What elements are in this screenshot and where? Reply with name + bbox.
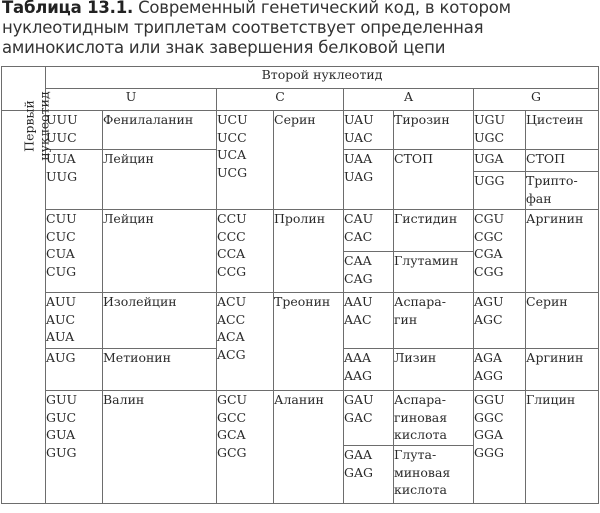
amino-acid-cell: Лизин [394, 349, 474, 391]
codon-cell [46, 391, 103, 504]
codon-cell [344, 150, 394, 210]
codon-cell [344, 210, 394, 252]
cell-line: UUC [46, 129, 77, 145]
cell-line: CCG [217, 264, 247, 280]
codon-cell [474, 391, 526, 504]
amino-acid-cell: Фенилаланин [103, 111, 217, 150]
cell-line: CGA [474, 246, 503, 262]
amino-acid-cell: Серин [526, 293, 599, 349]
amino-acid-cell [526, 172, 599, 210]
cell-line: CUC [46, 228, 76, 244]
codon-cell: AUG [46, 349, 103, 391]
amino-acid-cell: СТОП [394, 150, 474, 210]
amino-acid-cell: Валин [103, 391, 217, 504]
amino-acid-cell: СТОП [526, 150, 599, 172]
codon-cell [474, 349, 526, 391]
amino-acid-cell: Аргинин [526, 349, 599, 391]
cell-line: GGA [474, 427, 503, 443]
amino-acid-cell: Пролин [274, 210, 344, 293]
cell-line: GGU [474, 392, 505, 407]
cell-line: GCU [217, 392, 248, 407]
base-header-a: A [344, 89, 474, 111]
amino-acid-cell: Метионин [103, 349, 217, 391]
codon-cell [46, 210, 103, 293]
caption-lead: Таблица 13.1. [2, 0, 134, 17]
cell-line: GUC [46, 409, 77, 425]
cell-line: Аспара- [394, 392, 446, 407]
cell-line: UUG [46, 168, 78, 184]
cell-line: UCA [217, 147, 247, 163]
cell-line: AAG [344, 367, 373, 383]
cell-line: CUA [46, 246, 75, 262]
amino-acid-cell: Аланин [274, 391, 344, 504]
cell-line: UUA [46, 151, 76, 166]
amino-acid-cell: Лейцин [103, 210, 217, 293]
cell-line: UAC [344, 129, 373, 145]
cell-line: фан [526, 190, 552, 206]
cell-line: гиновая [394, 409, 448, 425]
cell-line: AAU [344, 294, 373, 309]
amino-acid-cell [394, 446, 474, 504]
cell-line: AUC [46, 311, 76, 327]
cell-line: GGC [474, 409, 504, 425]
cell-line: UGC [474, 129, 505, 145]
cell-line: AGC [474, 311, 503, 327]
cell-line: ACA [217, 329, 245, 345]
amino-acid-cell: Треонин [274, 293, 344, 391]
cell-line: гин [394, 311, 418, 327]
codon-cell [474, 111, 526, 150]
amino-acid-cell: Глутамин [394, 252, 474, 293]
cell-line: GUG [46, 445, 77, 461]
amino-acid-cell: Цистеин [526, 111, 599, 150]
cell-line: CGU [474, 211, 505, 226]
cell-line: AGG [474, 367, 503, 383]
cell-line: CCU [217, 211, 247, 226]
amino-acid-cell: Глицин [526, 391, 599, 504]
cell-line: CUU [46, 211, 77, 226]
amino-acid-cell: Серин [274, 111, 344, 210]
cell-line: CUG [46, 264, 77, 280]
cell-line: CGC [474, 228, 504, 244]
cell-line: AUA [46, 329, 75, 345]
cell-line: ACU [217, 294, 247, 309]
cell-line: UGU [474, 112, 506, 127]
cell-line: UAG [344, 168, 374, 184]
codon-cell [217, 111, 274, 210]
codon-cell [474, 293, 526, 349]
codon-cell: UGG [474, 172, 526, 210]
cell-line: GUA [46, 427, 76, 443]
cell-line: GCA [217, 427, 246, 443]
base-header-c: C [217, 89, 344, 111]
codon-cell [344, 293, 394, 349]
codon-cell [217, 391, 274, 504]
cell-line: GAC [344, 409, 373, 425]
cell-line: CAU [344, 211, 374, 226]
amino-acid-cell: Аргинин [526, 210, 599, 293]
cell-line: AGA [474, 350, 503, 365]
amino-acid-cell [394, 391, 474, 446]
codon-cell [46, 150, 103, 210]
cell-line: AUU [46, 294, 77, 309]
cell-line: CAC [344, 228, 373, 244]
codon-cell [344, 446, 394, 504]
first-label-line1: Первый [21, 100, 37, 152]
amino-acid-cell: Тирозин [394, 111, 474, 150]
codon-cell [46, 293, 103, 349]
cell-line: UCG [217, 165, 248, 181]
first-label-line2: нуклеотид [36, 91, 52, 161]
cell-line: AAC [344, 311, 372, 327]
cell-line: CAA [344, 253, 372, 268]
amino-acid-cell: Лейцин [103, 150, 217, 210]
cell-line: GCG [217, 445, 247, 461]
genetic-code-table [1, 66, 599, 504]
cell-line: CGG [474, 264, 504, 280]
table-caption [2, 0, 600, 58]
codon-cell [344, 252, 394, 293]
cell-line: кислота [394, 482, 447, 498]
cell-line: GUU [46, 392, 78, 407]
cell-line: UAU [344, 112, 374, 127]
codon-cell [344, 349, 394, 391]
cell-line: CCC [217, 228, 246, 244]
cell-line: Глута- [394, 447, 437, 462]
cell-line: ACG [217, 347, 246, 363]
base-header-u: U [46, 89, 217, 111]
codon-cell [344, 111, 394, 150]
first-nucleotide-label [2, 91, 52, 504]
cell-line: ACC [217, 311, 246, 327]
codon-cell [217, 210, 274, 293]
cell-line: миновая [394, 464, 451, 480]
cell-line: UCC [217, 129, 247, 145]
cell-line: AAA [344, 350, 372, 365]
codon-cell [474, 210, 526, 293]
cell-line: GAU [344, 392, 374, 407]
cell-line: Трипто- [526, 173, 578, 188]
codon-cell: UGA [474, 150, 526, 172]
codon-cell [46, 111, 103, 150]
codon-cell [344, 391, 394, 446]
second-nucleotide-header: Второй нуклеотид [46, 67, 599, 89]
cell-line: UCU [217, 112, 248, 127]
amino-acid-cell: Гистидин [394, 210, 474, 252]
cell-line: GAG [344, 464, 373, 480]
amino-acid-cell [394, 293, 474, 349]
cell-line: UAA [344, 151, 373, 166]
cell-line: Аспара- [394, 294, 446, 309]
cell-line: AGU [474, 294, 504, 309]
codon-cell [217, 293, 274, 391]
amino-acid-cell: Изолейцин [103, 293, 217, 349]
caption-text: Современный генетический код, в котором нуклеотидным триплетам соответствует определенная аминокислота или знак завершения белковой цепи [2, 0, 511, 57]
cell-line: UUU [46, 112, 78, 127]
cell-line: GCC [217, 409, 247, 425]
base-header-g: G [474, 89, 599, 111]
cell-line: GGG [474, 445, 504, 461]
cell-line: GAA [344, 447, 373, 462]
cell-line: CCA [217, 246, 246, 262]
cell-line: CAG [344, 270, 373, 286]
cell-line: кислота [394, 427, 447, 443]
